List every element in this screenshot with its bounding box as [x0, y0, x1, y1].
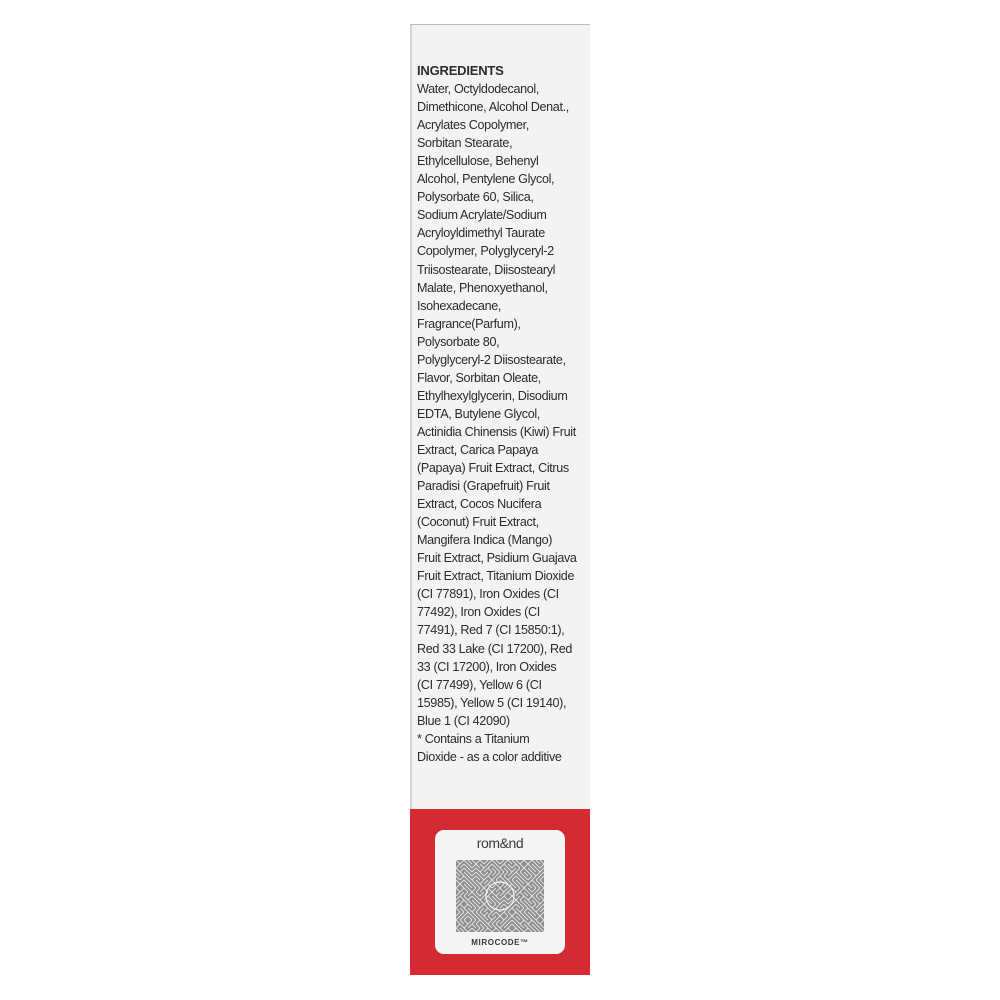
authenticity-label	[435, 830, 565, 954]
ingredients-line: * Contains a Titanium	[417, 731, 530, 746]
ingredients-line: Blue 1 (CI 42090)	[417, 713, 510, 728]
ingredients-line: Sodium Acrylate/Sodium	[417, 208, 547, 223]
ingredients-line: Copolymer, Polyglyceryl-2	[417, 244, 554, 259]
package-side-panel	[410, 24, 590, 975]
ingredients-heading: INGREDIENTS	[417, 63, 504, 78]
ingredients-line: Fragrance(Parfum),	[417, 316, 521, 331]
ingredients-block	[417, 62, 589, 766]
ingredients-line: EDTA, Butylene Glycol,	[417, 406, 540, 421]
ingredients-line: Polysorbate 60, Silica,	[417, 190, 534, 205]
ingredients-line: Flavor, Sorbitan Oleate,	[417, 370, 541, 385]
mirocode-label: MIROCODE™	[471, 938, 529, 947]
ingredients-line: Polysorbate 80,	[417, 334, 500, 349]
ingredients-line: 77492), Iron Oxides (CI	[417, 605, 540, 620]
red-band	[410, 809, 590, 975]
ingredients-line: Isohexadecane,	[417, 298, 502, 313]
ingredients-line: Actinidia Chinensis (Kiwi) Fruit	[417, 424, 576, 439]
ingredients-line: Fruit Extract, Psidium Guajava	[417, 551, 577, 566]
ingredients-line: Acrylates Copolymer,	[417, 118, 529, 133]
ingredients-line: Extract, Carica Papaya	[417, 442, 539, 457]
ingredients-line: Paradisi (Grapefruit) Fruit	[417, 479, 550, 494]
ingredients-line: Extract, Cocos Nucifera	[417, 497, 542, 512]
ingredients-line: Red 33 Lake (CI 17200), Red	[417, 641, 573, 656]
ingredients-line: Ethylcellulose, Behenyl	[417, 154, 539, 169]
ingredients-line: Dioxide - as a color additive	[417, 749, 562, 764]
ingredients-line: Malate, Phenoxyethanol,	[417, 280, 548, 295]
ingredients-line: 77491), Red 7 (CI 15850:1),	[417, 623, 565, 638]
ingredients-line: Polyglyceryl-2 Diisostearate,	[417, 352, 566, 367]
ingredients-line: (Papaya) Fruit Extract, Citrus	[417, 461, 569, 476]
ingredients-line: (CI 77891), Iron Oxides (CI	[417, 587, 559, 602]
ingredients-line: Mangifera Indica (Mango)	[417, 533, 553, 548]
ingredients-line: Water, Octyldodecanol,	[417, 82, 540, 97]
mirocode-pattern-icon	[456, 860, 544, 932]
ingredients-line: Ethylhexylglycerin, Disodium	[417, 388, 568, 403]
ingredients-line: Fruit Extract, Titanium Dioxide	[417, 569, 575, 584]
ingredients-line: Sorbitan Stearate,	[417, 136, 513, 151]
ingredients-line: (Coconut) Fruit Extract,	[417, 515, 539, 530]
ingredients-line: (CI 77499), Yellow 6 (CI	[417, 677, 542, 692]
ingredients-line: Acryloyldimethyl Taurate	[417, 226, 545, 241]
ingredients-line: Alcohol, Pentylene Glycol,	[417, 172, 555, 187]
ingredients-line: 33 (CI 17200), Iron Oxides	[417, 659, 557, 674]
brand-logo: rom&nd	[476, 835, 524, 851]
ingredients-line: Dimethicone, Alcohol Denat.,	[417, 100, 569, 115]
ingredients-line: 15985), Yellow 5 (CI 19140),	[417, 695, 567, 710]
ingredients-line: Triisostearate, Diisostearyl	[417, 262, 556, 277]
